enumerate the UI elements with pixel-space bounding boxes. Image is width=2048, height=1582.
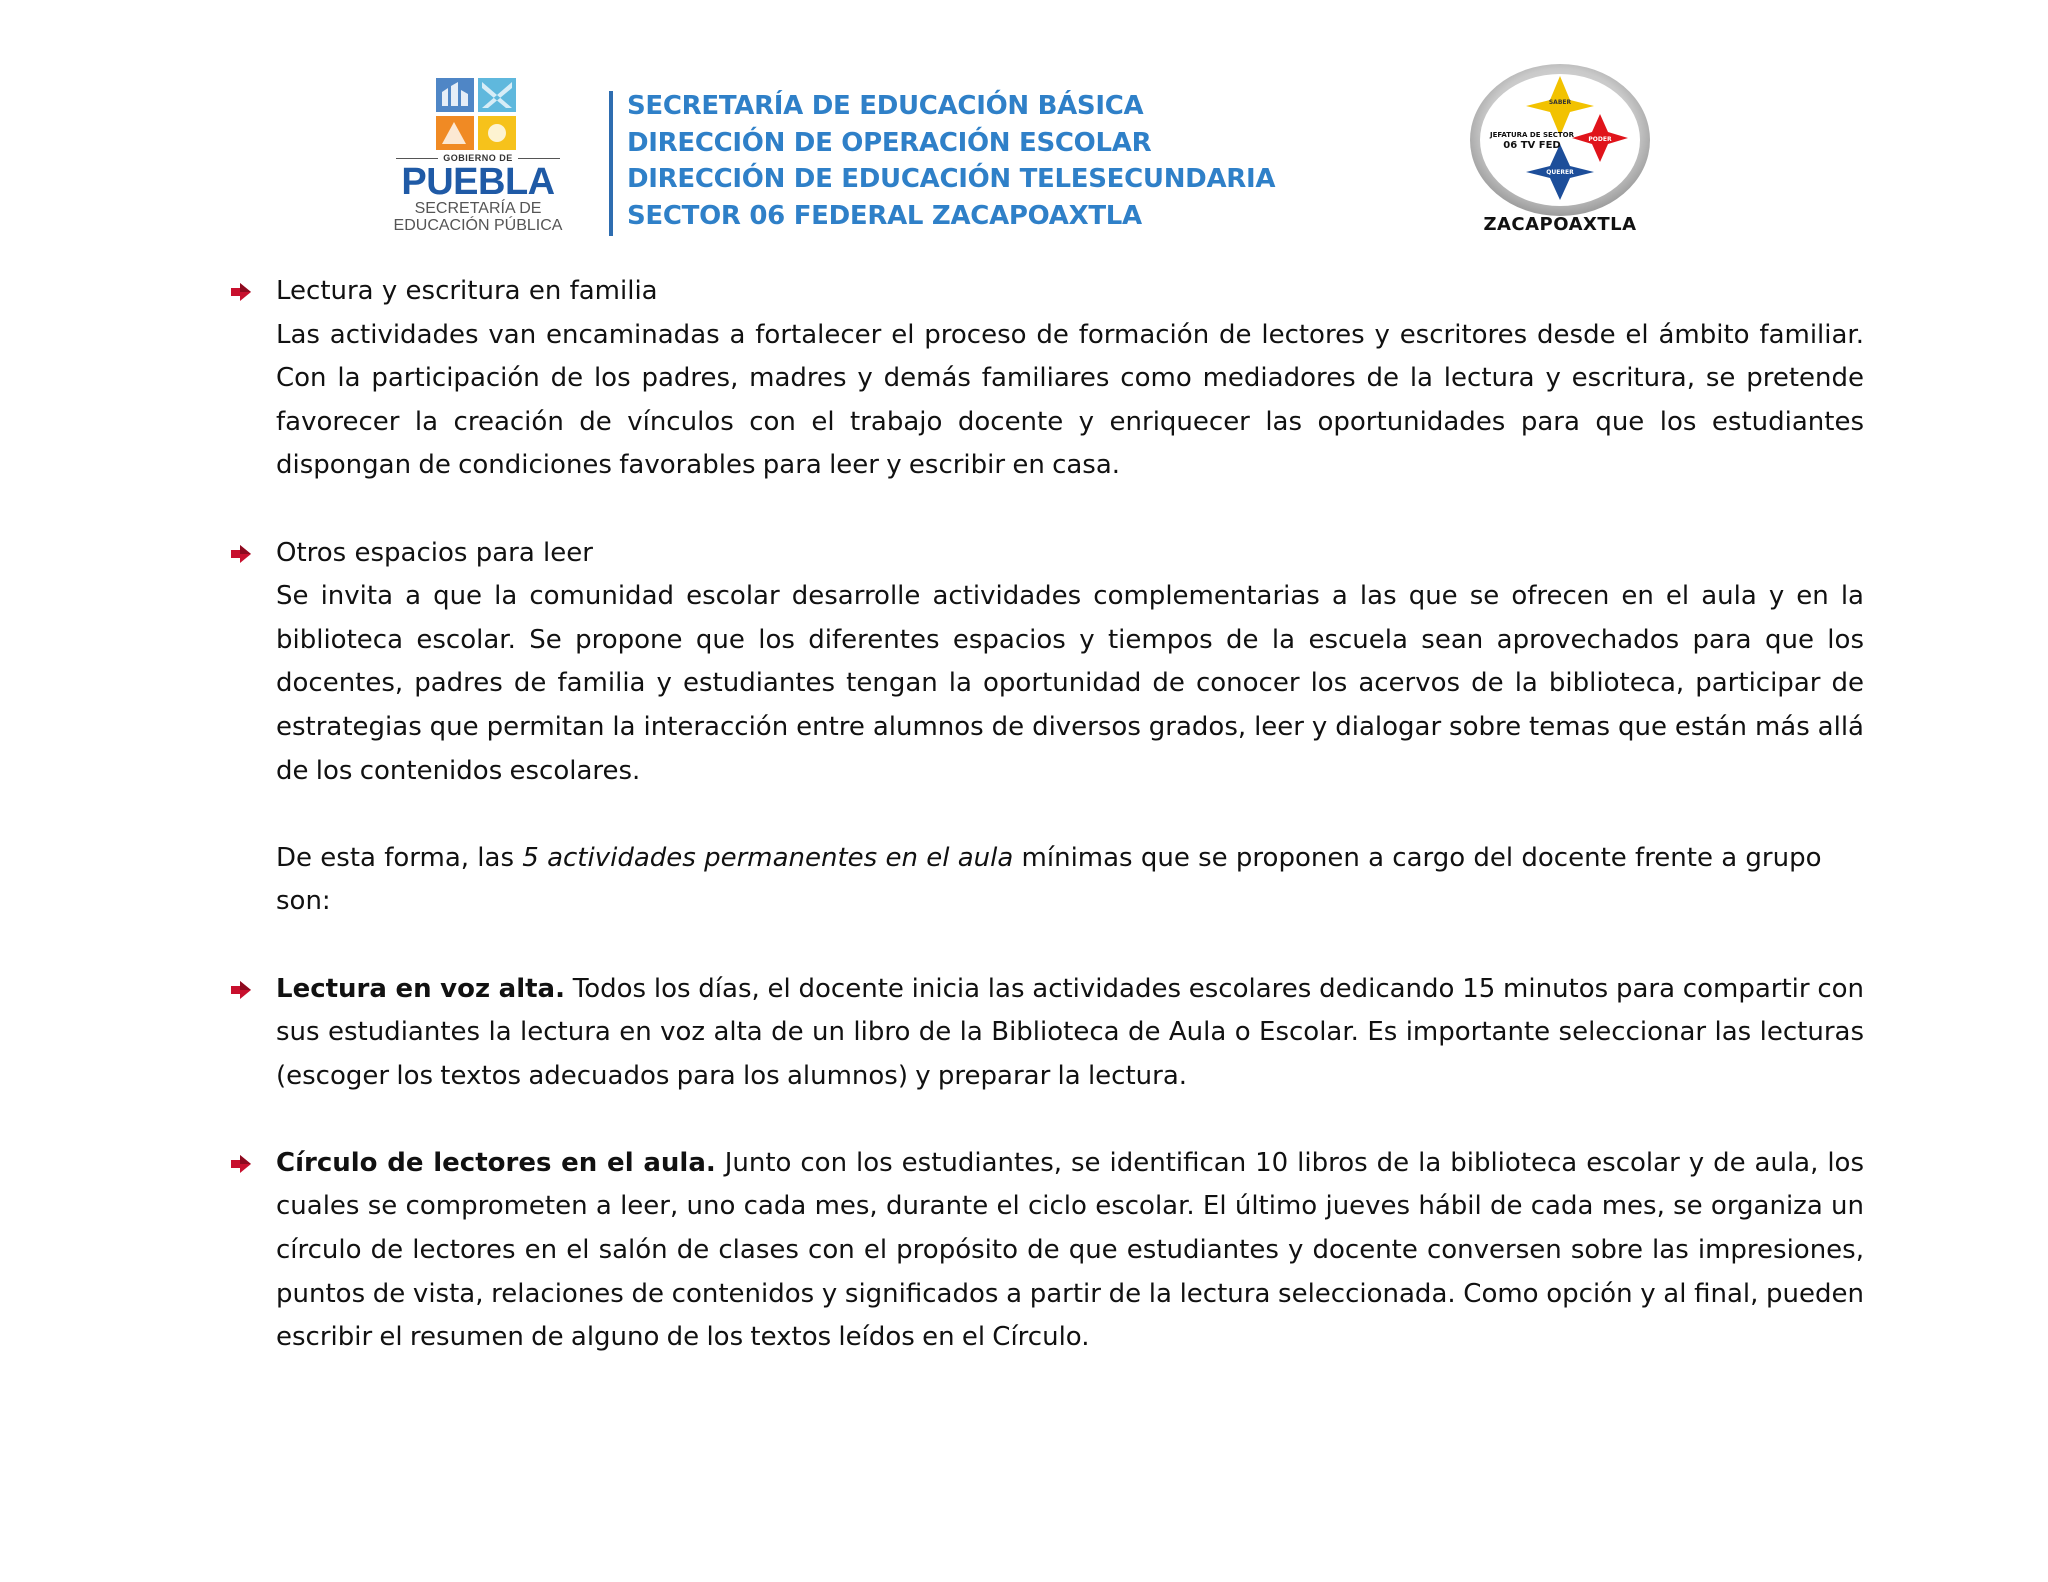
- star-bottom-label: QUERER: [1546, 169, 1574, 176]
- intro-text-before: De esta forma, las: [276, 842, 523, 873]
- header-divider: [609, 91, 613, 236]
- title-line-4: SECTOR 06 FEDERAL ZACAPOAXTLA: [627, 200, 1142, 231]
- title-line-2: DIRECCIÓN DE OPERACIÓN ESCOLAR: [627, 127, 1152, 158]
- activity-paragraph: [276, 1142, 1864, 1360]
- activity-lectura-voz-alta: [276, 968, 1864, 1099]
- sep-label-line-2: EDUCACIÓN PÚBLICA: [393, 217, 563, 234]
- intro-text-after: mínimas que se proponen a cargo del docente frente a grupo son:: [276, 842, 1822, 917]
- sep-label-line-1: SECRETARÍA DE: [414, 200, 542, 217]
- title-line-3: DIRECCIÓN DE EDUCACIÓN TELESECUNDARIA: [627, 164, 1276, 194]
- activity-paragraph: [276, 968, 1864, 1099]
- zacapoaxtla-label: ZACAPOAXTLA: [1483, 214, 1637, 235]
- sector-emblem-icon: [1462, 60, 1658, 220]
- section-title: Otros espacios para leer: [276, 537, 593, 568]
- red-arrow-bullet-icon: [230, 282, 252, 302]
- sector-center-text-1: JEFATURA DE SECTOR: [1489, 131, 1575, 139]
- puebla-mosaic-icon: [434, 76, 518, 152]
- section-paragraph: Se invita a que la comunidad escolar desarrolle actividades complementarias a las que se ofrecen en el aula y en la biblioteca escolar. Se propone que los diferentes espacios y tiempos de la escuela sean aprovechados para que los docentes, padres de familia y estudiantes tengan la oportunidad de conocer los acervos de la biblioteca, participar de estrategias que permitan la interacción entre alumnos de diversos grados, leer y dialogar sobre temas que están más allá de los contenidos escolares.: [276, 581, 1864, 786]
- document-body: [276, 270, 1864, 1403]
- title-line-1: SECRETARÍA DE EDUCACIÓN BÁSICA: [627, 91, 1144, 121]
- sector-zacapoaxtla-logo: [1462, 60, 1658, 240]
- letterhead: [0, 0, 2048, 250]
- gobierno-label: GOBIERNO DE: [378, 153, 578, 163]
- star-right-label: PODER: [1588, 136, 1612, 143]
- activity-circulo-lectores: [276, 1142, 1864, 1360]
- activity-text: Todos los días, el docente inicia las actividades escolares dedicando 15 minutos para compartir con sus estudiantes la lectura en voz alta de un libro de la Biblioteca de Aula o Escolar. Es importante seleccionar las lecturas (escoger los textos adecuados para los alumnos) y preparar la lectura.: [276, 973, 1865, 1091]
- sector-center-text-2: 06 TV FED: [1503, 140, 1561, 151]
- red-arrow-bullet-icon: [230, 1154, 252, 1174]
- activity-title: Círculo de lectores en el aula.: [276, 1147, 716, 1178]
- puebla-wordmark: PUEBLA: [401, 161, 555, 203]
- intro-text-italic: 5 actividades permanentes en el aula: [522, 842, 1014, 873]
- activity-title: Lectura en voz alta.: [276, 973, 565, 1004]
- section-title: Lectura y escritura en familia: [276, 276, 658, 306]
- star-top-label: SABER: [1548, 99, 1572, 106]
- red-arrow-bullet-icon: [230, 544, 252, 564]
- sep-label: [378, 200, 578, 234]
- section-paragraph: Las actividades van encaminadas a fortalecer el proceso de formación de lectores y escritores desde el ámbito familiar. Con la participación de los padres, madres y demás familiares como mediadores de la lectura y escritura, se pretende favorecer la creación de vínculos con el trabajo docente y enriquecer las oportunidades para que los estudiantes dispongan de condiciones favorables para leer y escribir en casa.: [276, 319, 1864, 481]
- red-arrow-bullet-icon: [230, 980, 252, 1000]
- intro-paragraph: [276, 837, 1864, 924]
- institution-titles: [627, 88, 1387, 234]
- activity-text: Junto con los estudiantes, se identifican 10 libros de la biblioteca escolar y de aula, los cuales se comprometen a leer, uno cada mes, durante el ciclo escolar. El último jueves hábil de cada mes, se organiza un círculo de lectores en el salón de clases con el propósito de que estudiantes y docente conversen sobre las impresiones, puntos de vista, relaciones de contenidos y significados a partir de la lectura seleccionada. Como opción y al final, pueden escribir el resumen de alguno de los textos leídos en el Círculo.: [276, 1147, 1865, 1353]
- puebla-sep-logo: [378, 76, 578, 234]
- section-otros-espacios: [276, 532, 1864, 794]
- section-lectura-familia: [276, 270, 1864, 488]
